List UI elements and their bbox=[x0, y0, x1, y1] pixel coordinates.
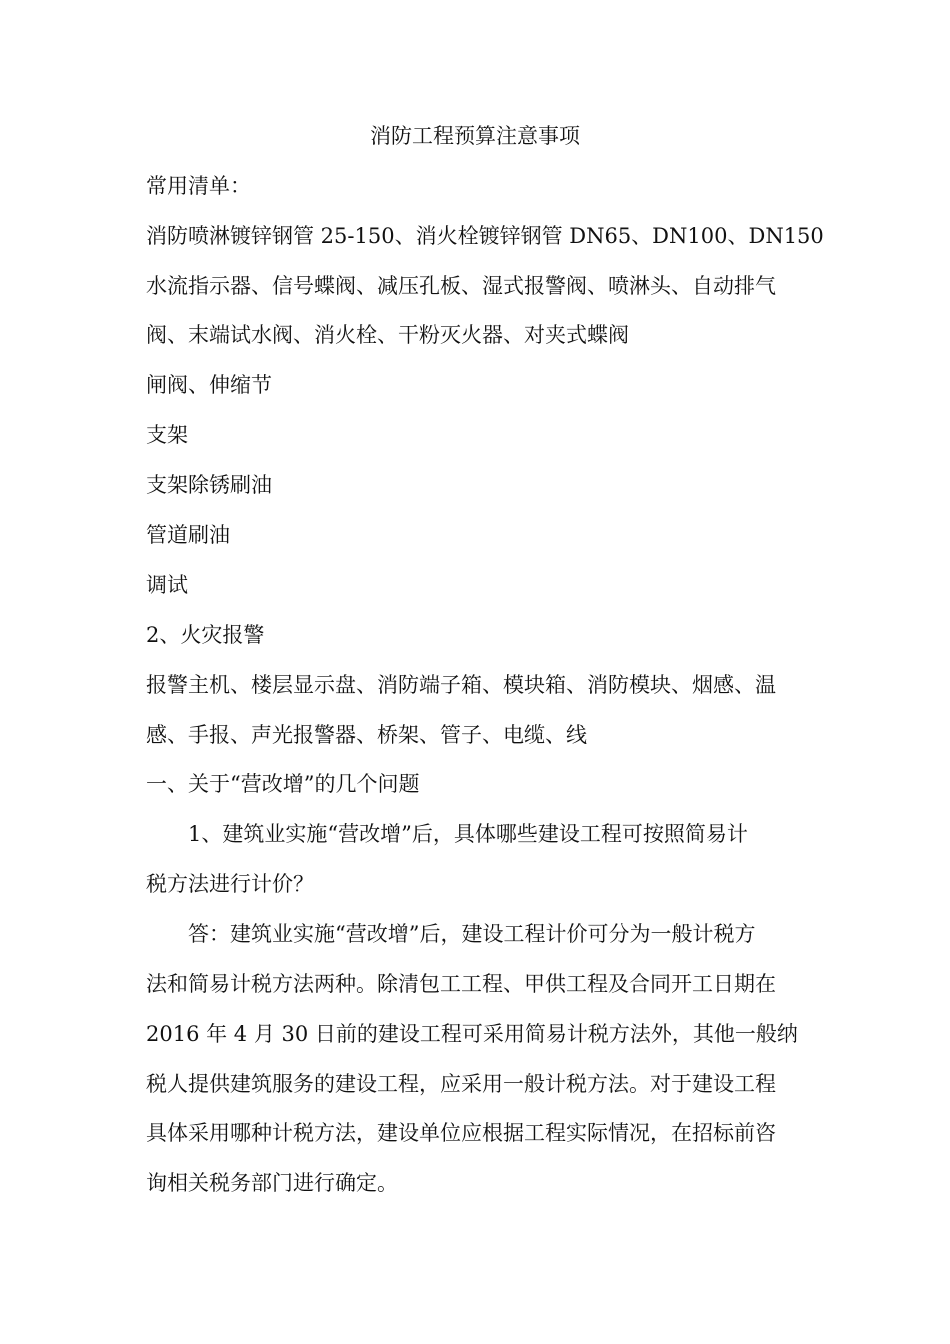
answer-line-6: 询相关税务部门进行确定。 bbox=[146, 1171, 398, 1195]
section-heading-vat: 一、关于“营改增”的几个问题 bbox=[146, 772, 420, 796]
text-line-pipe-paint: 管道刷油 bbox=[146, 523, 230, 547]
text-line-gate-valve: 闸阀、伸缩节 bbox=[146, 373, 272, 397]
text-line-valves-2: 阀、末端试水阀、消火栓、干粉灭火器、对夹式蝶阀 bbox=[146, 323, 629, 347]
answer-line-1: 答：建筑业实施“营改增”后，建设工程计价可分为一般计税方 bbox=[188, 922, 756, 946]
text-line-valves-1: 水流指示器、信号蝶阀、减压孔板、湿式报警阀、喷淋头、自动排气 bbox=[146, 274, 776, 298]
answer-line-5: 具体采用哪种计税方法，建设单位应根据工程实际情况，在招标前咨 bbox=[146, 1121, 776, 1145]
text-line-support: 支架 bbox=[146, 423, 188, 447]
answer-line-3: 2016 年 4 月 30 日前的建设工程可采用简易计税方法外，其他一般纳 bbox=[146, 1022, 798, 1046]
text-line-pipes: 消防喷淋镀锌钢管 25-150、消火栓镀锌钢管 DN65、DN100、DN150 bbox=[146, 224, 824, 248]
document-title: 消防工程预算注意事项 bbox=[370, 124, 580, 148]
text-line-support-paint: 支架除锈刷油 bbox=[146, 473, 272, 497]
text-line-fire-alarm-heading: 2、火灾报警 bbox=[146, 623, 265, 647]
text-line-common-list: 常用清单： bbox=[146, 174, 251, 198]
text-line-debug: 调试 bbox=[146, 573, 188, 597]
answer-line-4: 税人提供建筑服务的建设工程，应采用一般计税方法。对于建设工程 bbox=[146, 1072, 776, 1096]
text-line-alarm-items-1: 报警主机、楼层显示盘、消防端子箱、模块箱、消防模块、烟感、温 bbox=[146, 673, 776, 697]
answer-line-2: 法和简易计税方法两种。除清包工工程、甲供工程及合同开工日期在 bbox=[146, 972, 776, 996]
question-line-2: 税方法进行计价？ bbox=[146, 872, 314, 896]
question-line-1: 1、建筑业实施“营改增”后，具体哪些建设工程可按照简易计 bbox=[188, 822, 748, 846]
text-line-alarm-items-2: 感、手报、声光报警器、桥架、管子、电缆、线 bbox=[146, 723, 587, 747]
